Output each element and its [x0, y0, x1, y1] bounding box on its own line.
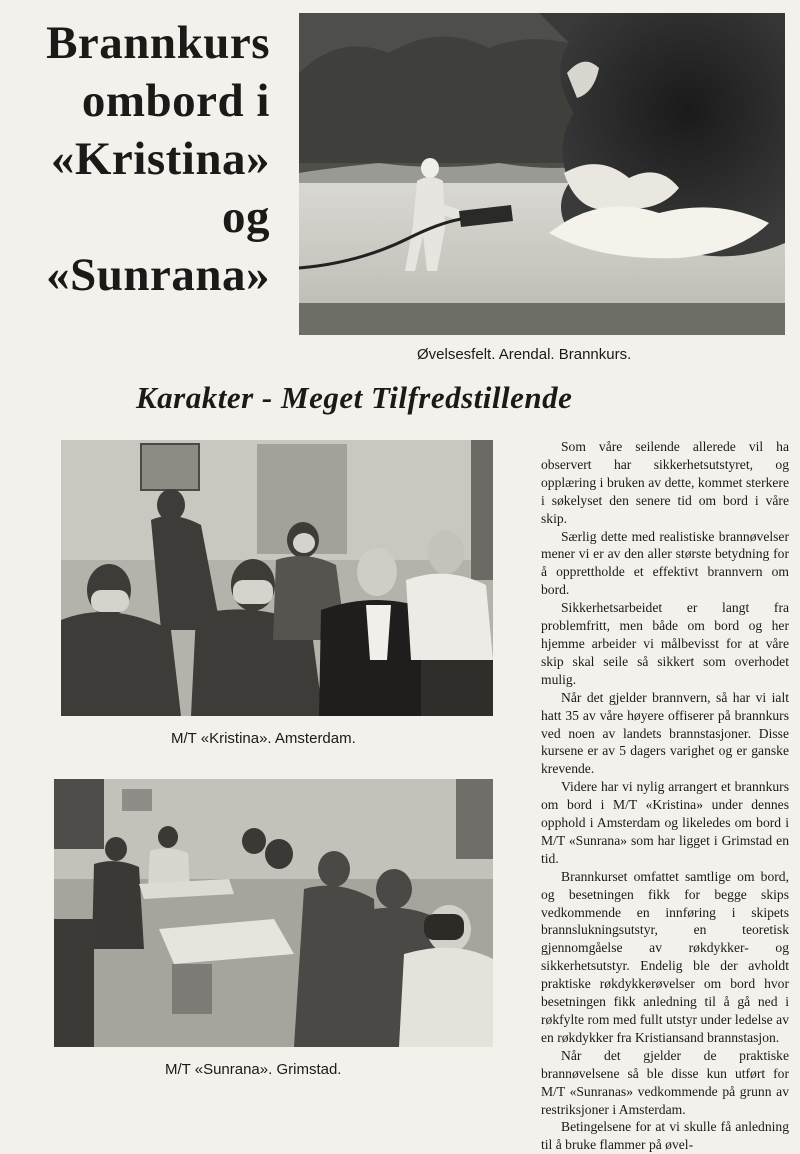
sunrana-crew-photo	[54, 779, 493, 1047]
body-paragraph: Særlig dette med realistiske brannøvelser mener vi er av den aller største betydning for å opprettholde et effektivt brannvern om bord.	[541, 528, 789, 598]
body-paragraph: Når det gjelder brannvern, så har vi ialt hatt 35 av våre høyere offiserer på brannkurs ved noen av landets brannstasjoner. Disse kursene er av 5 dagers varighet og er ganske krevende.	[541, 689, 789, 777]
article-subtitle: Karakter - Meget Tilfredstillende	[136, 380, 573, 415]
article-title	[8, 14, 270, 304]
middle-photo-caption: M/T «Kristina». Amsterdam.	[171, 730, 356, 747]
body-paragraph: Brannkurset omfattet samtlige om bord, og besetningen fikk for begge skips vedkommende en innføring i skipets brannslukningsutstyr, en teoretisk gjennomgåelse av røkdykker- og sikkerhetsutstyr. Endelig ble der avholdt praktiske røkdykkerøvelser om bord hvor besetningen fikk anledning til å gå ned i røkfylte rom med fullt utstyr under ledelse av en røkdykker fra Kristiansand brannstasjon.	[541, 868, 789, 1045]
title-line: «Kristina»	[50, 133, 270, 185]
body-paragraph: Sikkerhetsarbeidet er langt fra problemfritt, men både om bord og her hjemme arbeider vi målbevisst for at våre skip skal seile så sikkert som overhodet mulig.	[541, 600, 789, 687]
kristina-crew-photo	[61, 440, 493, 716]
title-line: «Sunrana»	[46, 249, 270, 301]
body-paragraph: Når det gjelder de praktiske brannøvelsene så ble disse kun utført for M/T «Sunranas» vedkommende på grunn av restriksjoner i Amsterdam.	[541, 1047, 789, 1117]
title-line: og	[222, 191, 270, 243]
title-line: ombord i	[81, 75, 270, 127]
title-line: Brannkurs	[46, 17, 270, 69]
body-paragraph: Som våre seilende allerede vil ha observert har sikkerhetsutstyret, og opplæring i bruken av dette, kommet sterkere i søkelyset den senere tid om bord i våre skip.	[541, 439, 789, 526]
article-body	[541, 438, 789, 1154]
fire-drill-photo	[299, 13, 785, 335]
body-paragraph: Betingelsene for at vi skulle få anledning til å bruke flammer på øvel-	[541, 1119, 789, 1153]
body-paragraph: Videre har vi nylig arrangert et brannkurs om bord i M/T «Kristina» under dennes opphold i Amsterdam og likeledes om bord i M/T «Sunrana» som har ligget i Grimstad en tid.	[541, 779, 789, 866]
bottom-photo-caption: M/T «Sunrana». Grimstad.	[165, 1061, 342, 1078]
top-photo-caption: Øvelsesfelt. Arendal. Brannkurs.	[417, 346, 632, 363]
